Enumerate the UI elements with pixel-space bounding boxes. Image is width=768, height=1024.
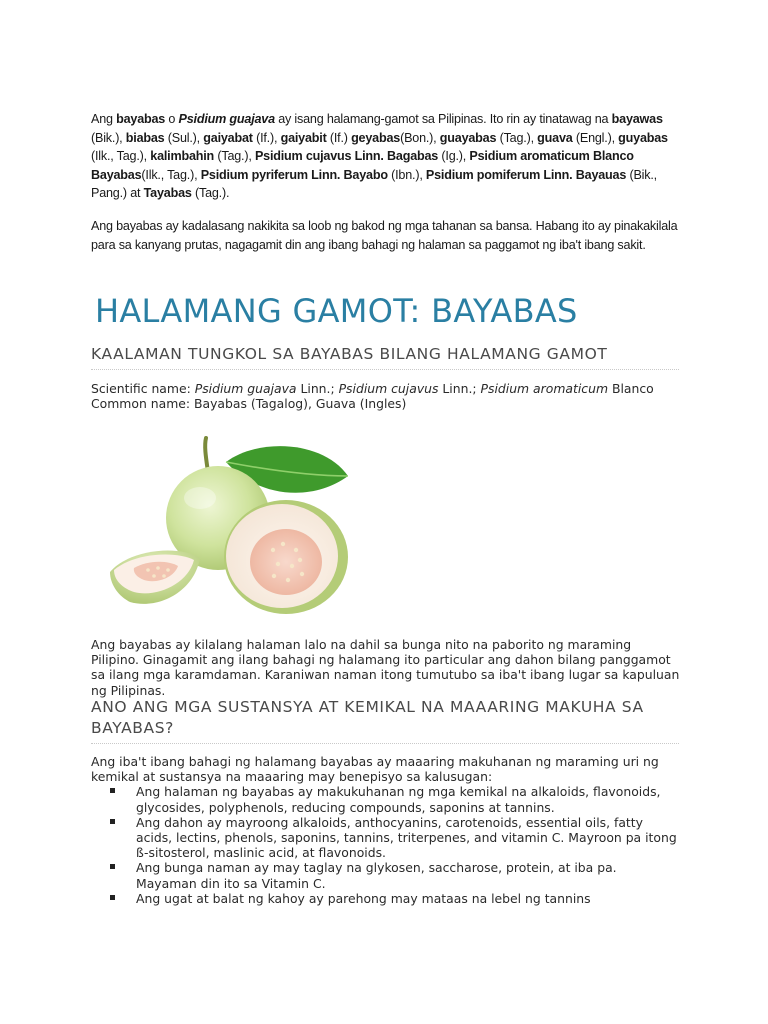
nutrients-intro: Ang iba't ibang bahagi ng halamang bayabas ay maaaring makuhanan ng maraming uri ng kemikal at sustansya na maaaring may benepisyo sa kalusugan: bbox=[91, 754, 659, 785]
bullet-icon bbox=[110, 788, 115, 793]
list-item: Ang dahon ay mayroong alkaloids, anthocyanins, carotenoids, essential oils, fatty acids, lectins, phenols, saponins, tannins, triterpenes, and vitamin C. Mayroon pa itong ß-sitosterol, maslinic acid, at flavonoids. bbox=[91, 815, 681, 861]
guava-highlight bbox=[184, 487, 216, 509]
guava-fruit-image bbox=[108, 432, 358, 632]
list-item: Ang halaman ng bayabas ay makukuhanan ng mga kemikal na alkaloids, flavonoids, glycosides, polyphenols, reducing compounds, saponins at tannins. bbox=[91, 784, 681, 814]
list-item: Ang bunga naman ay may taglay na glykosen, saccharose, protein, at iba pa. Mayaman din ito sa Vitamin C. bbox=[91, 860, 681, 890]
bullet-icon bbox=[110, 819, 115, 824]
section-heading-kaalaman: KAALAMAN TUNGKOL SA BAYABAS BILANG HALAMANG GAMOT bbox=[91, 345, 608, 363]
divider bbox=[91, 369, 679, 370]
common-name-line: Common name: Bayabas (Tagalog), Guava (Ingles) bbox=[91, 396, 407, 412]
stem bbox=[205, 438, 208, 472]
nutrients-list bbox=[91, 784, 681, 906]
scientific-names-block bbox=[91, 381, 681, 411]
divider bbox=[91, 743, 679, 744]
section-heading-sustansya: ANO ANG MGA SUSTANSYA AT KEMIKAL NA MAAARING MAKUHA SA BAYABAS? bbox=[91, 698, 644, 737]
description-paragraph bbox=[91, 637, 681, 698]
bullet-icon bbox=[110, 895, 115, 900]
scientific-name-line: Scientific name: Psidium guajava Linn.; Psidium cujavus Linn.; Psidium aromaticum Blanco bbox=[91, 381, 654, 396]
bullet-icon bbox=[110, 864, 115, 869]
half-guava-core bbox=[250, 529, 322, 595]
list-item: Ang ugat at balat ng kahoy ay parehong may mataas na lebel ng tannins bbox=[91, 891, 681, 906]
description-text: Ang bayabas ay kilalang halaman lalo na dahil sa bunga nito na paborito ng maraming Pilipino. Ginagamit ang ilang bahagi ng halamang ito particular ang dahon bilang panggamot sa ilang mga karamdaman. Karaniwan naman itong tumutubo sa iba't ibang lugar sa kapuluan ng Pilipinas. bbox=[91, 637, 680, 698]
intro-paragraph-habitat: Ang bayabas ay kadalasang nakikita sa loob ng bakod ng mga tahanan sa bansa. Habang ito ay pinakakilala para sa kanyang prutas, nagagamit din ang ibang bahagi ng halaman sa paggamot ng iba't ibang sakit. bbox=[91, 218, 678, 252]
intro-paragraph-names: Ang bayabas o Psidium guajava ay isang halamang-gamot sa Pilipinas. Ito rin ay tinatawag na bayawas (Bik.), biabas (Sul.), gaiyabat (If.), gaiyabit (If.) geyabas(Bon.), guayabas (Tag.), guava (Engl.), guyabas (Ilk., Tag.), kalimbahin (Tag.), Psidium cujavus Linn. Bagabas (Ig.), Psidium aromaticum Blanco Bayabas(Ilk., Tag.), Psidium pyriferum Linn. Bayabo (Ibn.), Psidium pomiferum Linn. Bayauas (Bik., Pang.) at Tayabas (Tag.). bbox=[91, 112, 668, 201]
page-title: HALAMANG GAMOT: BAYABAS bbox=[95, 292, 578, 330]
intro-section bbox=[91, 110, 681, 254]
nutrients-section bbox=[91, 754, 681, 906]
guava-illustration bbox=[108, 432, 358, 632]
